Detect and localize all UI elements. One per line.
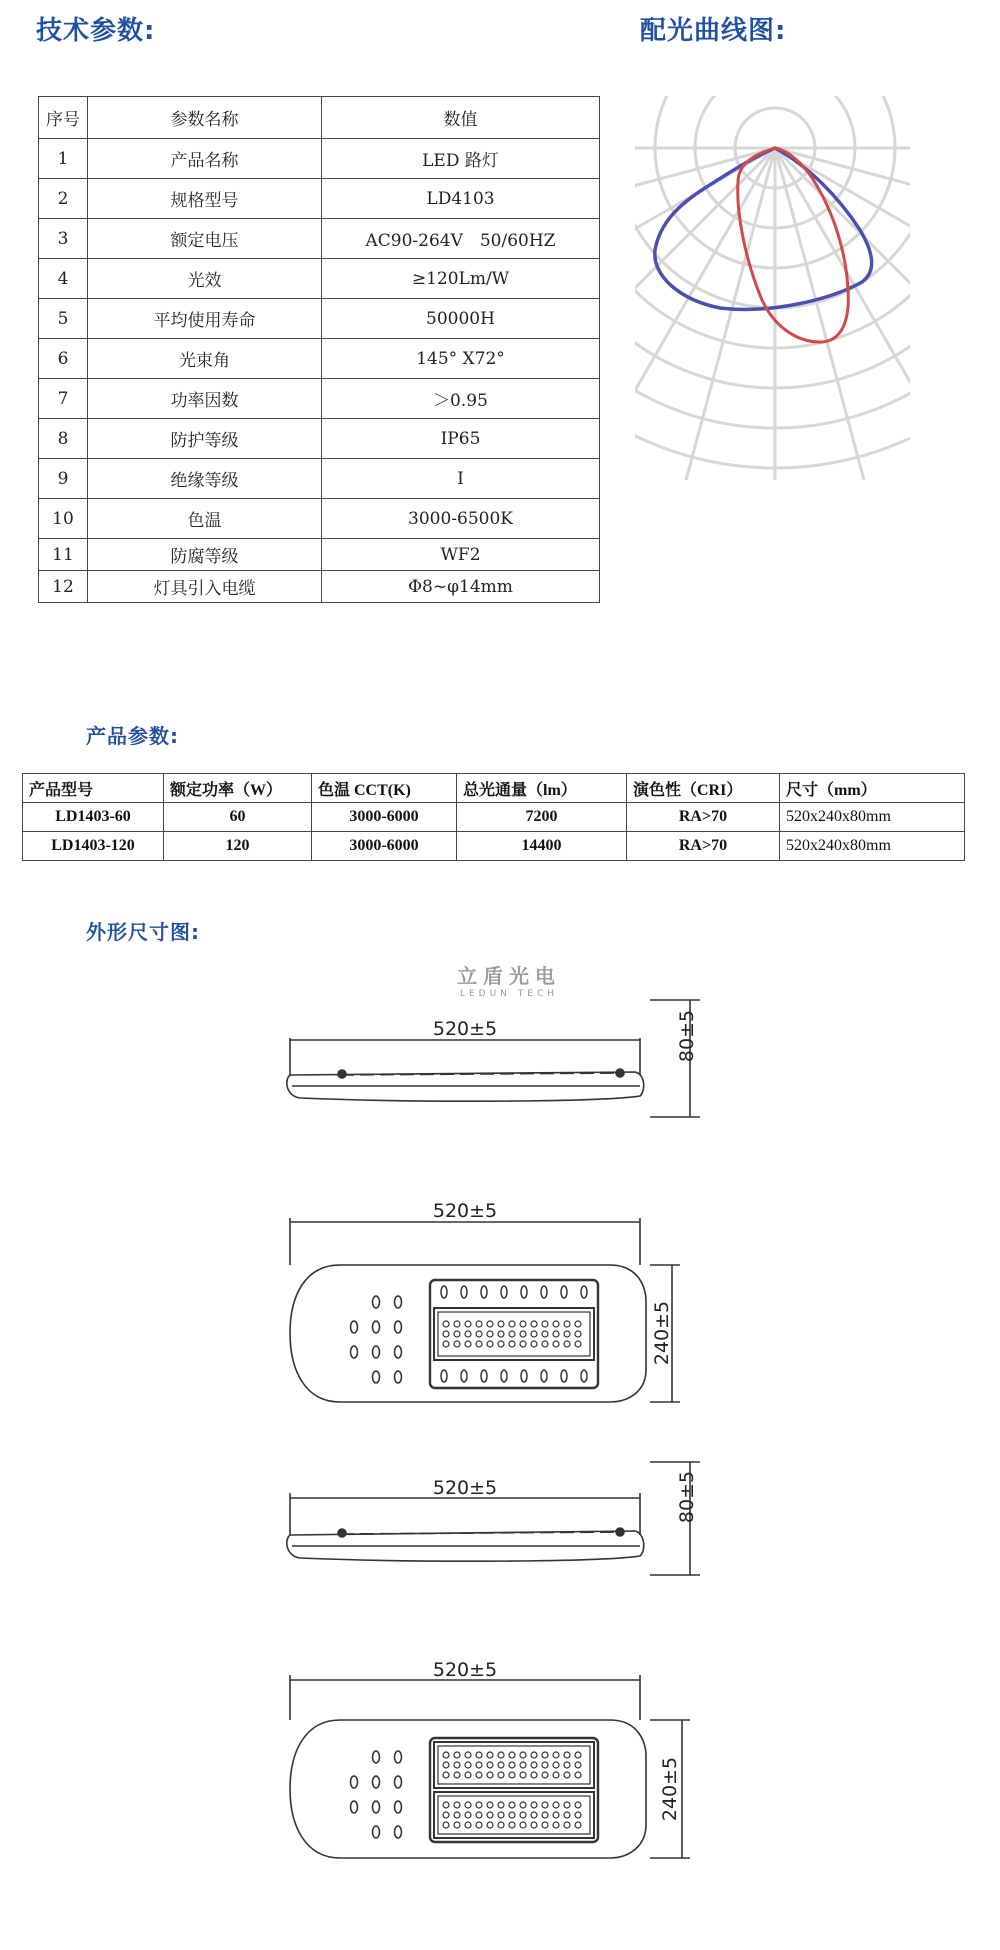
vent-hole (351, 1776, 358, 1788)
table-cell: 520x240x80mm (780, 832, 965, 861)
led-chip (575, 1762, 581, 1768)
led-lens (561, 1370, 567, 1382)
header-cell: 总光通量（lm） (457, 774, 627, 803)
led-chip (520, 1321, 526, 1327)
led-chip (465, 1331, 471, 1337)
led-chip (487, 1331, 493, 1337)
logo-en: LEDUN TECH (459, 989, 559, 999)
led-chip (476, 1331, 482, 1337)
led-chip (575, 1341, 581, 1347)
header-cell: 产品型号 (23, 774, 164, 803)
led-chip (498, 1772, 504, 1778)
vent-hole (395, 1826, 402, 1838)
vent-hole (395, 1321, 402, 1333)
led-chip (564, 1772, 570, 1778)
led-chip (498, 1812, 504, 1818)
led-chip (509, 1762, 515, 1768)
led-chip (542, 1812, 548, 1818)
led-lens (541, 1370, 547, 1382)
led-lens (521, 1286, 527, 1298)
table-cell: RA>70 (627, 832, 780, 861)
led-chip (443, 1812, 449, 1818)
table-cell: LD4103 (322, 179, 600, 219)
led-chip (564, 1762, 570, 1768)
table-cell: 色温 (88, 499, 322, 539)
led-chip (575, 1321, 581, 1327)
led-chip (487, 1762, 493, 1768)
table-cell: 规格型号 (88, 179, 322, 219)
table-cell: 4 (39, 259, 88, 299)
led-lens (541, 1286, 547, 1298)
led-chip (520, 1812, 526, 1818)
vent-hole (373, 1296, 380, 1308)
table-cell: 60 (164, 803, 312, 832)
led-chip (542, 1802, 548, 1808)
table-cell: I (322, 459, 600, 499)
tech-params-heading: 技术参数: (36, 16, 156, 46)
led-lens (501, 1286, 507, 1298)
led-chip (487, 1812, 493, 1818)
led-chip (498, 1321, 504, 1327)
led-chip (454, 1822, 460, 1828)
led-chip (542, 1752, 548, 1758)
led-chip (476, 1321, 482, 1327)
led-chip (476, 1802, 482, 1808)
led-chip (487, 1802, 493, 1808)
table-cell: 灯具引入电缆 (88, 571, 322, 603)
led-lens (501, 1370, 507, 1382)
led-chip (454, 1762, 460, 1768)
table-cell: 520x240x80mm (780, 803, 965, 832)
led-chip (542, 1321, 548, 1327)
led-chip (498, 1331, 504, 1337)
led-chip (553, 1812, 559, 1818)
led-chip (476, 1812, 482, 1818)
vent-hole (373, 1826, 380, 1838)
table-cell: 3000-6000 (312, 832, 457, 861)
led-chip (553, 1822, 559, 1828)
led-chip (520, 1341, 526, 1347)
dimensions-heading: 外形尺寸图: (86, 920, 200, 944)
table-cell: 7 (39, 379, 88, 419)
table-cell: ＞0.95 (322, 379, 600, 419)
led-chip (553, 1321, 559, 1327)
led-lens (481, 1370, 487, 1382)
led-chip (575, 1752, 581, 1758)
led-chip (564, 1802, 570, 1808)
led-chip (465, 1762, 471, 1768)
width-label-1: 520±5 (432, 1018, 498, 1040)
led-chip (542, 1822, 548, 1828)
table-cell: 145° X72° (322, 339, 600, 379)
led-lens (581, 1370, 587, 1382)
led-chip (443, 1762, 449, 1768)
table-cell: 3 (39, 219, 88, 259)
led-chip (487, 1341, 493, 1347)
table-cell: 2 (39, 179, 88, 219)
led-chip (520, 1822, 526, 1828)
led-chip (454, 1802, 460, 1808)
led-chip (476, 1772, 482, 1778)
led-chip (465, 1752, 471, 1758)
height-label-3: 80±5 (676, 1470, 698, 1524)
table-cell: 10 (39, 499, 88, 539)
led-chip (520, 1772, 526, 1778)
table-cell: LD1403-120 (23, 832, 164, 861)
led-chip (509, 1822, 515, 1828)
header-cell: 演色性（CRI） (627, 774, 780, 803)
led-chip (498, 1341, 504, 1347)
top-view-120 (290, 1675, 690, 1858)
led-chip (476, 1762, 482, 1768)
led-chip (465, 1802, 471, 1808)
table-cell: 3000-6500K (322, 499, 600, 539)
led-chip (443, 1341, 449, 1347)
led-chip (553, 1341, 559, 1347)
width-label-3: 520±5 (432, 1477, 498, 1499)
led-lens (461, 1370, 467, 1382)
table-cell: 50000H (322, 299, 600, 339)
header-cell: 参数名称 (88, 97, 322, 139)
header-cell: 序号 (39, 97, 88, 139)
logo-cn: 立盾光电 (457, 964, 561, 988)
led-chip (531, 1812, 537, 1818)
led-chip (575, 1772, 581, 1778)
led-chip (553, 1752, 559, 1758)
led-chip (531, 1822, 537, 1828)
led-chip (498, 1752, 504, 1758)
led-chip (564, 1822, 570, 1828)
table-cell: 120 (164, 832, 312, 861)
led-lens (561, 1286, 567, 1298)
height-label-1: 80±5 (676, 1009, 698, 1063)
led-chip (487, 1752, 493, 1758)
led-chip (531, 1752, 537, 1758)
led-chip (520, 1802, 526, 1808)
vent-hole (373, 1371, 380, 1383)
table-cell: 9 (39, 459, 88, 499)
led-chip (454, 1812, 460, 1818)
vent-hole (395, 1296, 402, 1308)
led-chip (487, 1822, 493, 1828)
product-params-heading: 产品参数: (86, 724, 179, 748)
led-chip (520, 1762, 526, 1768)
vent-hole (395, 1346, 402, 1358)
led-chip (465, 1812, 471, 1818)
led-chip (575, 1331, 581, 1337)
depth-label-4: 240±5 (659, 1756, 681, 1822)
vent-hole (395, 1801, 402, 1813)
table-cell: 防护等级 (88, 419, 322, 459)
led-chip (520, 1331, 526, 1337)
led-chip (520, 1752, 526, 1758)
header-cell: 色温 CCT(K) (312, 774, 457, 803)
led-chip (498, 1762, 504, 1768)
led-chip (454, 1331, 460, 1337)
led-chip (553, 1772, 559, 1778)
table-cell: 1 (39, 139, 88, 179)
table-cell: 光效 (88, 259, 322, 299)
led-chip (531, 1341, 537, 1347)
led-lens (521, 1370, 527, 1382)
header-cell: 数值 (322, 97, 600, 139)
led-chip (465, 1321, 471, 1327)
table-cell: 3000-6000 (312, 803, 457, 832)
table-cell: 8 (39, 419, 88, 459)
table-cell: 防腐等级 (88, 539, 322, 571)
led-chip (509, 1812, 515, 1818)
depth-label-2: 240±5 (651, 1300, 673, 1366)
table-cell: 额定电压 (88, 219, 322, 259)
vent-hole (373, 1346, 380, 1358)
table-cell: LD1403-60 (23, 803, 164, 832)
table-cell: WF2 (322, 539, 600, 571)
table-cell: 7200 (457, 803, 627, 832)
led-chip (476, 1752, 482, 1758)
header-cell: 额定功率（W） (164, 774, 312, 803)
led-chip (454, 1321, 460, 1327)
led-chip (531, 1802, 537, 1808)
vent-hole (351, 1321, 358, 1333)
led-chip (542, 1772, 548, 1778)
led-chip (509, 1331, 515, 1337)
table-cell: 产品名称 (88, 139, 322, 179)
led-chip (542, 1341, 548, 1347)
led-chip (564, 1752, 570, 1758)
led-lens (581, 1286, 587, 1298)
led-chip (443, 1802, 449, 1808)
led-chip (476, 1341, 482, 1347)
led-chip (443, 1752, 449, 1758)
led-chip (498, 1822, 504, 1828)
led-chip (443, 1331, 449, 1337)
led-chip (443, 1321, 449, 1327)
led-chip (509, 1772, 515, 1778)
vent-hole (395, 1776, 402, 1788)
width-label-2: 520±5 (432, 1200, 498, 1222)
light-curve-heading: 配光曲线图: (640, 16, 787, 46)
led-chip (531, 1321, 537, 1327)
vent-hole (351, 1346, 358, 1358)
led-chip (465, 1772, 471, 1778)
vent-hole (351, 1801, 358, 1813)
led-chip (575, 1812, 581, 1818)
led-chip (498, 1802, 504, 1808)
table-cell: LED 路灯 (322, 139, 600, 179)
led-chip (487, 1772, 493, 1778)
table-cell: RA>70 (627, 803, 780, 832)
led-chip (531, 1772, 537, 1778)
led-chip (531, 1331, 537, 1337)
table-cell: 功率因数 (88, 379, 322, 419)
led-chip (575, 1802, 581, 1808)
led-chip (509, 1752, 515, 1758)
table-cell: IP65 (322, 419, 600, 459)
led-lens (461, 1286, 467, 1298)
vent-hole (373, 1801, 380, 1813)
led-chip (553, 1762, 559, 1768)
table-cell: 平均使用寿命 (88, 299, 322, 339)
width-label-4: 520±5 (432, 1659, 498, 1681)
table-cell: 12 (39, 571, 88, 603)
table-cell: 14400 (457, 832, 627, 861)
table-cell: 绝缘等级 (88, 459, 322, 499)
led-lens (441, 1286, 447, 1298)
led-chip (531, 1762, 537, 1768)
header-cell: 尺寸（mm） (780, 774, 965, 803)
led-lens (441, 1370, 447, 1382)
vent-hole (395, 1371, 402, 1383)
led-chip (487, 1321, 493, 1327)
led-chip (454, 1341, 460, 1347)
led-chip (564, 1321, 570, 1327)
led-chip (509, 1321, 515, 1327)
led-chip (564, 1812, 570, 1818)
table-cell: 5 (39, 299, 88, 339)
led-lens (481, 1286, 487, 1298)
led-chip (564, 1331, 570, 1337)
led-chip (542, 1762, 548, 1768)
led-chip (454, 1752, 460, 1758)
led-chip (509, 1802, 515, 1808)
vent-hole (373, 1321, 380, 1333)
table-cell: 6 (39, 339, 88, 379)
led-chip (553, 1331, 559, 1337)
led-chip (443, 1772, 449, 1778)
led-chip (443, 1822, 449, 1828)
vent-hole (373, 1751, 380, 1763)
led-chip (553, 1802, 559, 1808)
table-cell: ≥120Lm/W (322, 259, 600, 299)
led-chip (575, 1822, 581, 1828)
table-cell: 11 (39, 539, 88, 571)
led-chip (454, 1772, 460, 1778)
led-chip (564, 1341, 570, 1347)
vent-hole (373, 1776, 380, 1788)
table-cell: AC90-264V 50/60HZ (322, 219, 600, 259)
vent-hole (395, 1751, 402, 1763)
table-cell: 光束角 (88, 339, 322, 379)
led-chip (476, 1822, 482, 1828)
table-cell: Φ8~φ14mm (322, 571, 600, 603)
led-chip (465, 1822, 471, 1828)
led-chip (509, 1341, 515, 1347)
top-view-60 (290, 1218, 680, 1402)
led-chip (465, 1341, 471, 1347)
led-chip (542, 1331, 548, 1337)
